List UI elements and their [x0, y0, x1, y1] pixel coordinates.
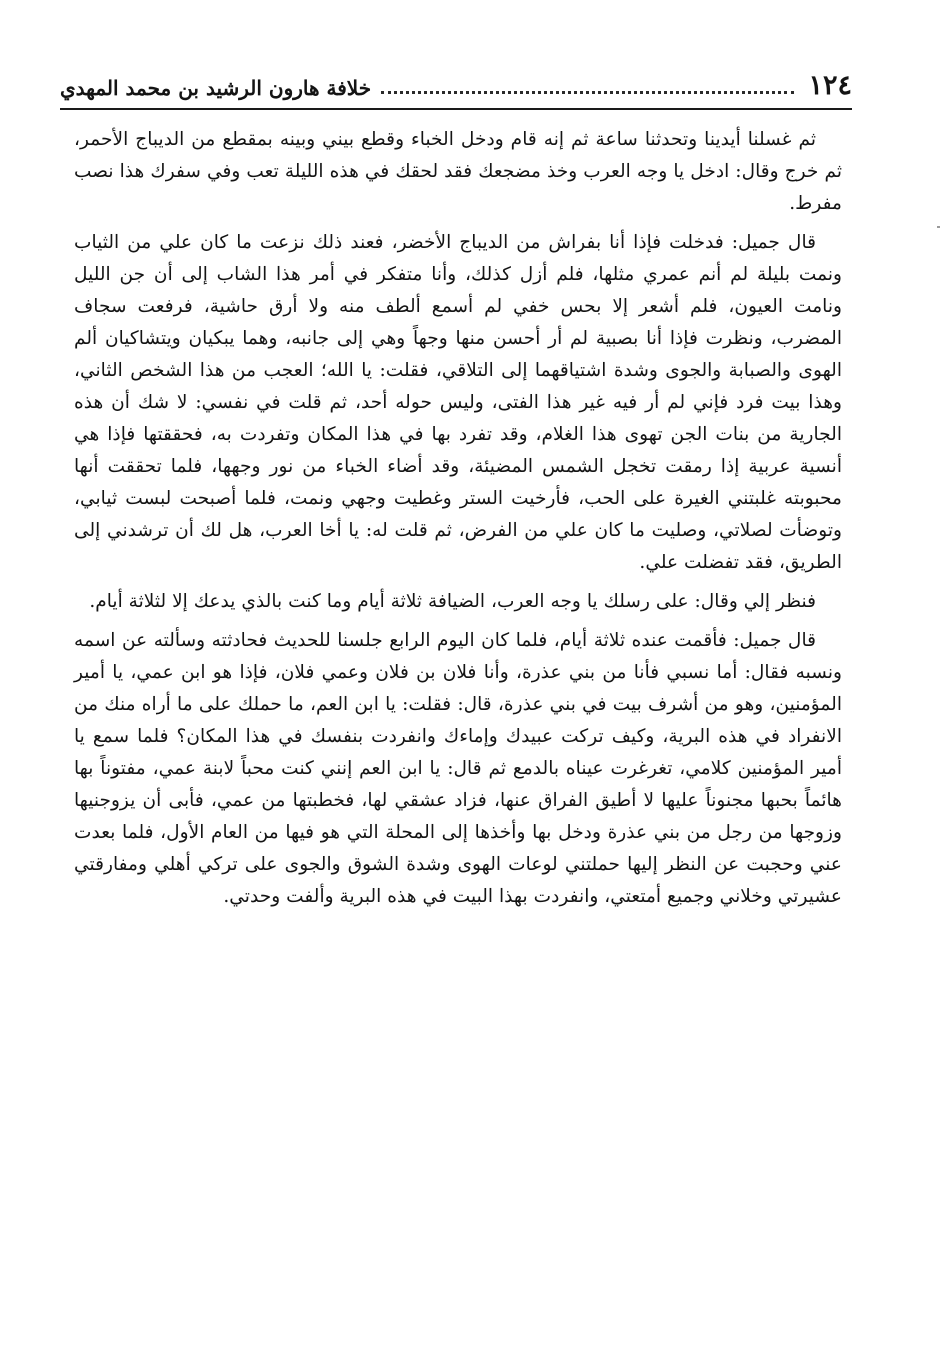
- paragraph-1: ثم غسلنا أيدينا وتحدثنا ساعة ثم إنه قام ودخل الخباء وقطع بيني وبينه بمقطع من الديباج الأحمر، ثم خرج وقال: ادخل يا وجه العرب وخذ مضجعك فقد لحقك في هذه الليلة تعب وفي سفرك هذا نصب مفرط.: [74, 129, 842, 214]
- running-header: [60, 62, 852, 110]
- paragraph-2: قال جميل: فدخلت فإذا أنا بفراش من الديباج الأخضر، فعند ذلك نزعت ما كان علي من الثياب ونمت بليلة لم أنم عمري مثلها، فلم أزل كذلك، وأنا متفكر في أمر هذا الشاب إلى أن جن الليل ونامت العيون، فلم أشعر إلا بحس خفي لم أسمع ألطف منه ولا أرق حاشية، فرفعت سجاف المضرب، ونظرت فإذا أنا بصبية لم أر أحسن منها وجهاً وهي إلى جانبه، وهما يبكيان ويتشاكيان ألم الهوى والصبابة والجوى وشدة اشتياقهما إلى التلاقي، فقلت: يا الله؛ العجب من هذا الشخص الثاني، وهذا بيت فرد فإني لم أر فيه غير هذا الفتى، وليس حوله أحد، ثم قلت في نفسي: لا شك أن هذه الجارية من بنات الجن تهوى هذا الغلام، وقد تفرد بها في هذا المكان وتفردت به، فحققتها فإذا هي أنسية عربية إذا رمقت تخجل الشمس المضيئة، وقد أضاء الخباء من نور وجهها، فلما تحققت أنها محبوبته غلبتني الغيرة على الحب، فأرخيت الستر وغطيت وجهي ونمت، فلما أصبحت لبست ثيابي، وتوضأت لصلاتي، وصليت ما كان علي من الفرض، ثم قلت له: يا أخا العرب، هل لك أن ترشدني إلى الطريق، فقد تفضلت علي.: [74, 232, 843, 573]
- header-dot-leader: [381, 91, 794, 94]
- scan-speck: [937, 226, 940, 228]
- paragraph-4: قال جميل: فأقمت عنده ثلاثة أيام، فلما كان اليوم الرابع جلسنا للحديث فحادثته وسألته عن اسمه ونسبه فقال: أما نسبي فأنا من بني عذرة، وأنا فلان بن فلان وعمي فلان، فإذا هو ابن عمي، يا أمير المؤمنين، وهو من أشرف بيت في بني عذرة، قال: فقلت: يا ابن العم، ما حملك على ما أراه منك من الانفراد في هذه البرية، وكيف تركت عبيدك وإماءك وانفردت بنفسك في هذا المكان؟ فلما سمع يا أمير المؤمنين كلامي، تغرغرت عيناه بالدمع ثم قال: يا ابن العم إنني كنت محباً لابنة عمي، مفتوناً بها هائماً بحبها مجنوناً عليها لا أطيق الفراق عنها، فزاد عشقي لها، فخطبتها من عمي، فأبى أن يزوجنيها وزوجها من رجل من بني عذرة ودخل بها وأخذها إلى المحلة التي هو فيها من العام الأول، فلما بعدت عني وحجبت عن النظر إليها حملتني لوعات الهوى وشدة الشوق والجوى على تركي أهلي ومفارقتي عشيرتي وخلاني وجميع أمتعتي، وانفردت بهذا البيت في هذه البرية وألفت وحدتي.: [74, 630, 842, 907]
- page-number: ١٢٤: [808, 70, 852, 101]
- running-title: خلافة هارون الرشيد بن محمد المهدي: [60, 76, 372, 100]
- body-text: [74, 124, 842, 920]
- paragraph-3: فنظر إلي وقال: على رسلك يا وجه العرب، الضيافة ثلاثة أيام وما كنت بالذي يدعك إلا لثلاثة أيام.: [89, 591, 816, 612]
